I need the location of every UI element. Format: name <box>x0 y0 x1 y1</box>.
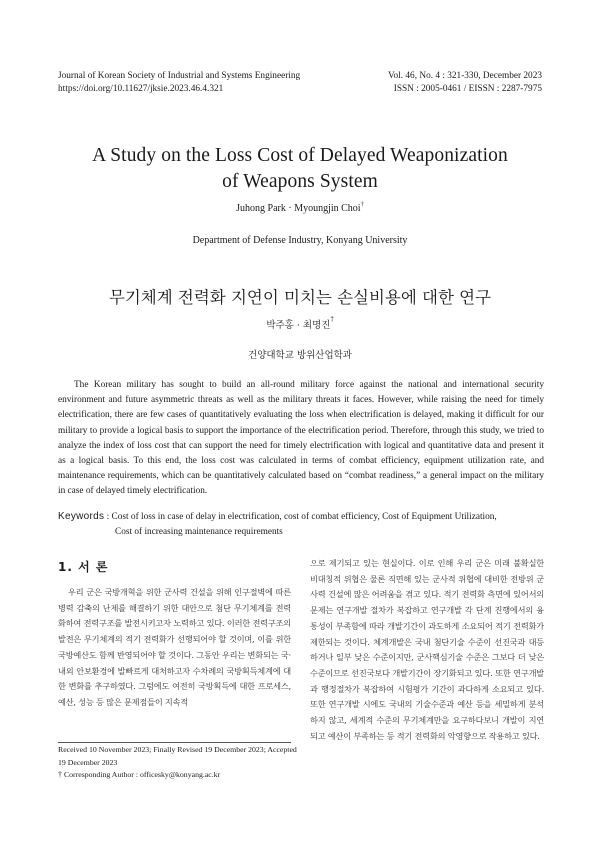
corresponding-mark-ko: † <box>330 315 334 323</box>
intro-paragraph-left: 우리 군은 국방개혁을 위한 군사력 건설을 위해 인구절벽에 따른 병력 감축의 난제를 해결하기 위한 대안으로 첨단 무기체계를 전력화하여 전력구조를 발전시키고자 노력하고 있다. 이러한 전력구조의 발전은 무기체계의 적기 전력화가 선행되어야 할 것이며, 이를 위한 국방예산도 함께 반영되어야 할 것이다. 그동안 우리는 변화되는 국·내외 안보환경에 발빠르게 대처하고자 수차례의 국방획득체계에 대한 변화를 추구하였다. 그럼에도 여전히 국방획득에 대한 프로세스, 예산, 성능 등 많은 문제점들이 지속적 <box>58 587 291 707</box>
received-dates: Received 10 November 2023; Finally Revised 19 December 2023; Accepted 19 December 2023 <box>58 745 297 767</box>
abstract: The Korean military has sought to build an all-round military force against the national and international security environment and future asymmetric threats as well as the military threats it faces. However, while raising the need for timely electrification, there are few cases of quantitatively evaluating the loss when electrification is delayed, making it difficult for our military to provide a logical basis to support the importance of the electrification period. Therefore, through this study, we tried to analyze the index of loss cost that can support the need for timely electrification with logical and quantitative data and present it as a logical basis. To this end, the loss cost was calculated in terms of combat efficiency, equipment utilization rate, and maintenance requirements, which can be quantitatively calculated based on “combat readiness,” a general impact on the military in case of delayed timely electrification. <box>58 380 544 497</box>
corresponding-author <box>58 769 298 782</box>
journal-header-right <box>388 70 542 96</box>
doi-link[interactable]: https://doi.org/10.11627/jksie.2023.46.4.321 <box>58 84 224 94</box>
title-en-line-2: of Weapons System <box>222 171 378 192</box>
title-en-line-1: A Study on the Loss Cost of Delayed Weaponization <box>92 145 508 166</box>
paper-title-ko: 무기체계 전력화 지연이 미치는 손실비용에 대한 연구 <box>108 288 492 307</box>
footnote-divider <box>58 742 291 743</box>
corresponding-author-text: Corresponding Author : officesky@konyang.ac.kr <box>62 770 221 779</box>
intro-paragraph-right: 으로 제기되고 있는 현실이다. 이로 인해 우리 군은 미래 불확실한 비대칭적 위협은 물론 직면해 있는 군사적 위협에 대비한 전방위 군사력 건설에 많은 어려움을 겪고 있다. 적기 전력화 측면에 있어서의 문제는 연구개발 절차가 복잡하고 연구개발 각 단계 진행에서의 융통성이 부족함에 따라 개발기간이 과도하게 소요되어 적기 전력화가 제한되는 것이다. 체계개발은 국내 첨단기술 수준이 선진국과 대등하거나 일부 낮은 수준이지만, 군사핵심기술 수준은 그보다 더 낮은 수준이므로 선진국보다 개발기간이 장기화되고 있다. 또한 연구개발과 행정절차가 복잡하여 시험평가 기간이 과다하게 소요되고 있다. 또한 연구개발 시에도 국내의 기술수준과 예산 등을 세밀하게 분석하지 않고, 세계적 수준의 무기체계만을 요구하다보니 개발이 지연되고 예산이 부족하는 등 적기 전력화의 악영향으로 작용하고 있다. <box>310 558 544 741</box>
authors-ko-names: 박주홍 · 최명진 <box>266 320 331 331</box>
body-column-left <box>58 558 291 711</box>
paper-title-en <box>40 143 560 195</box>
keywords <box>58 509 544 540</box>
journal-name: Journal of Korean Society of Industrial and Systems Engineering <box>58 71 301 81</box>
volume-info: Vol. 46, No. 4 : 321-330, December 2023 <box>388 71 542 81</box>
section-heading-introduction: 1. 서 론 <box>58 560 109 574</box>
authors-ko <box>0 317 600 331</box>
keywords-label: Keywords <box>58 511 105 522</box>
dagger-mark: † <box>58 770 62 779</box>
keywords-line-2: Cost of increasing maintenance requirements <box>115 527 283 537</box>
journal-header-left <box>58 70 300 96</box>
affiliation-en: Department of Defense Industry, Konyang University <box>192 235 408 246</box>
authors-en <box>0 203 600 214</box>
body-column-right <box>310 556 544 744</box>
corresponding-mark-en: † <box>360 201 364 208</box>
keywords-separator: : <box>104 512 112 522</box>
issn-info: ISSN : 2005-0461 / EISSN : 2287-7975 <box>393 84 542 94</box>
affiliation-ko: 건양대학교 방위산업학과 <box>248 350 352 361</box>
footnote <box>58 744 298 782</box>
keywords-line-1: Cost of loss in case of delay in electrification, cost of combat efficiency, Cost of Equipment Utilization, <box>111 512 497 522</box>
authors-en-names: Juhong Park · Myoungjin Choi <box>236 203 361 214</box>
